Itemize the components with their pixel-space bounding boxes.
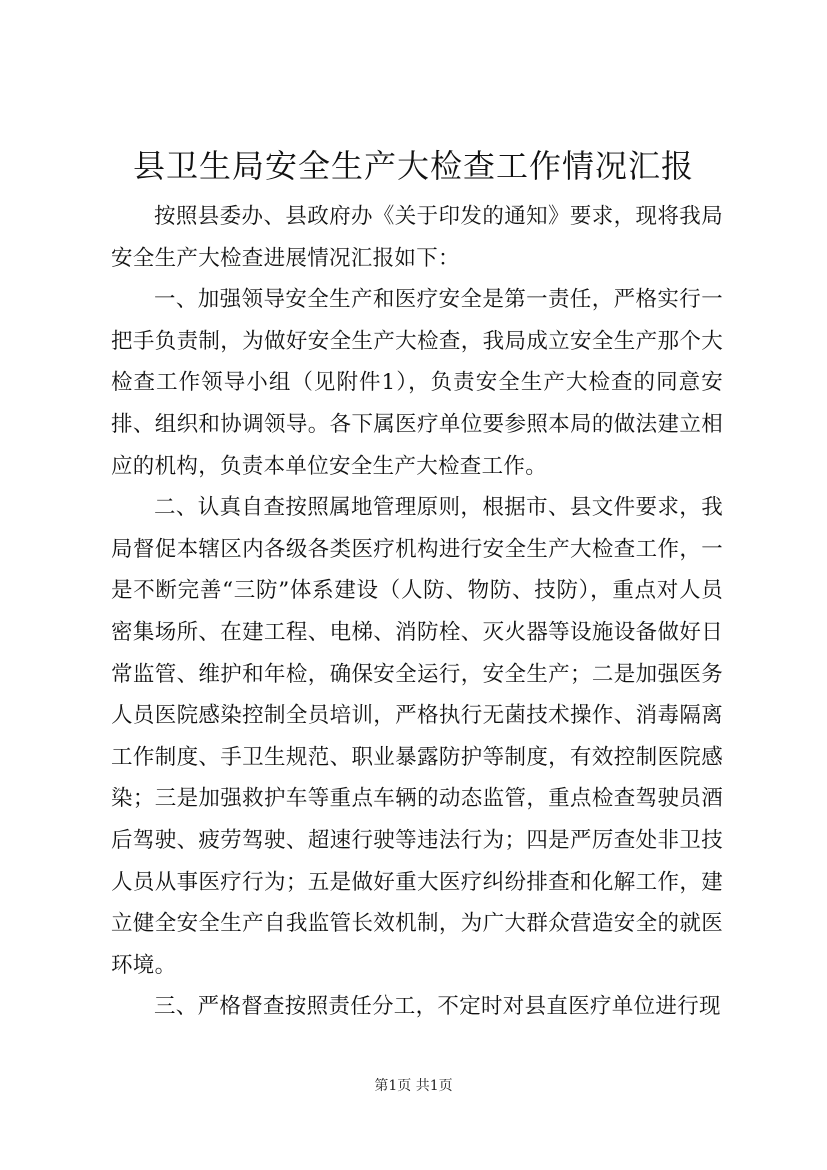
document-body — [111, 196, 723, 1028]
document-title: 县卫生局安全生产大检查工作情况汇报 — [132, 147, 694, 185]
page-footer: 第1页 共1页 — [374, 1078, 453, 1094]
paragraph-section-1: 一、加强领导安全生产和医疗安全是第一责任，严格实行一把手负责制，为做好安全生产大检查，我局成立安全生产那个大检查工作领导小组（见附件1），负责安全生产大检查的同意安排、组织和协调领导。各下属医疗单位要参照本局的做法建立相应的机构，负责本单位安全生产大检查工作。 — [111, 287, 723, 479]
paragraph-section-2: 二、认真自查按照属地管理原则，根据市、县文件要求，我局督促本辖区内各级各类医疗机构进行安全生产大检查工作，一是不断完善“三防”体系建设（人防、物防、技防），重点对人员密集场所、在建工程、电梯、消防栓、灭火器等设施设备做好日常监管、维护和年检，确保安全运行，安全生产；二是加强医务人员医院感染控制全员培训，严格执行无菌技术操作、消毒隔离工作制度、手卫生规范、职业暴露防护等制度，有效控制医院感染；三是加强救护车等重点车辆的动态监管，重点检查驾驶员酒后驾驶、疲劳驾驶、超速行驶等违法行为；四是严厉查处非卫技人员从事医疗行为；五是做好重大医疗纠纷排查和化解工作，建立健全安全生产自我监管长效机制，为广大群众营造安全的就医环境。 — [111, 495, 723, 978]
paragraph-intro: 按照县委办、县政府办《关于印发的通知》要求，现将我局安全生产大检查进展情况汇报如下： — [111, 204, 723, 271]
paragraph-section-3: 三、严格督查按照责任分工，不定时对县直医疗单位进行现 — [154, 994, 721, 1020]
